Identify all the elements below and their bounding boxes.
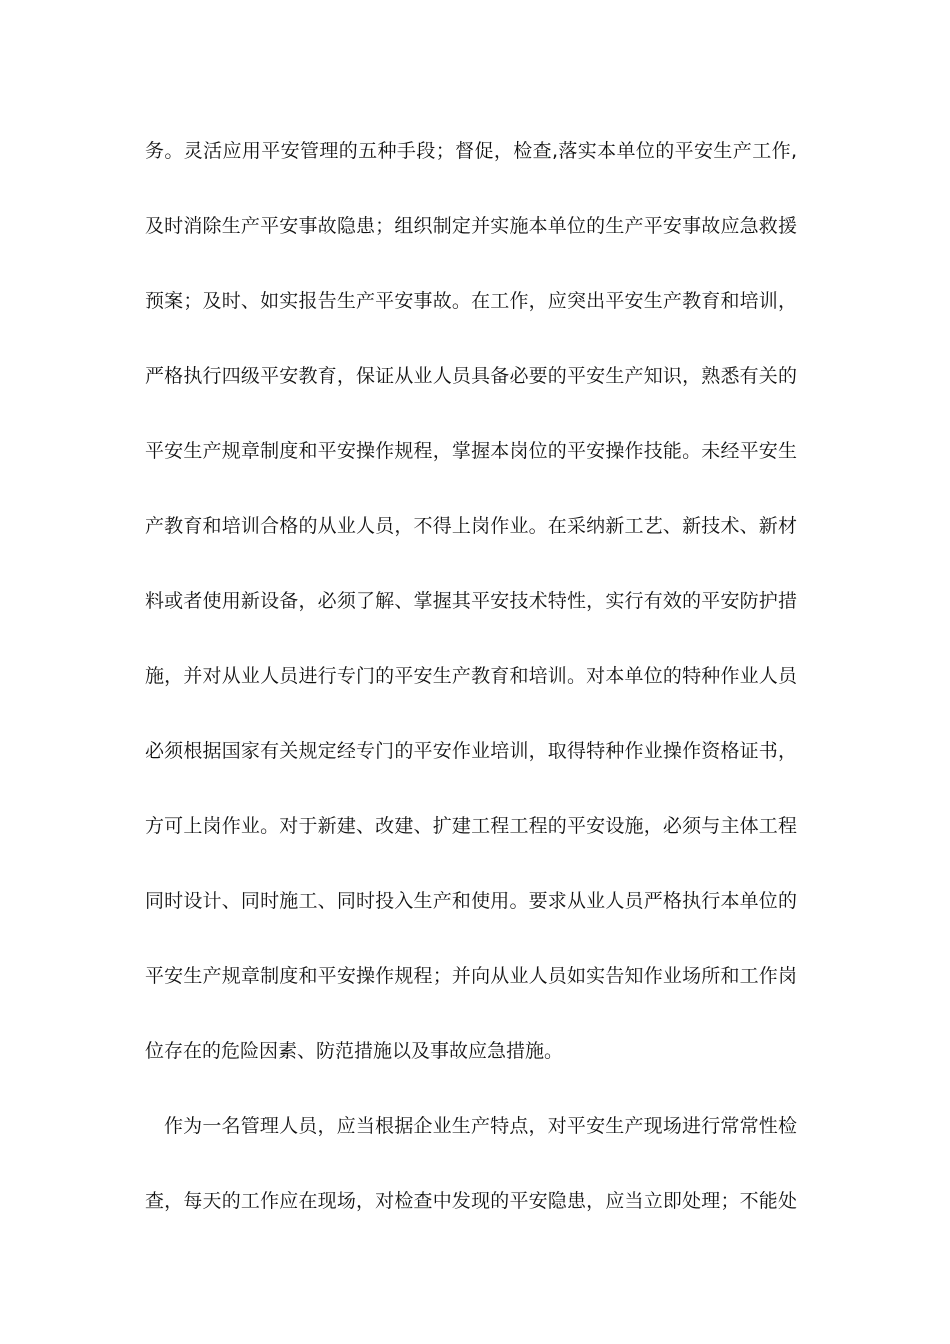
text-line: 同时设计、同时施工、同时投入生产和使用。要求从业人员严格执行本单位的	[145, 890, 797, 912]
paragraph-first-line: 作为一名管理人员，应当根据企业生产特点，对平安生产现场进行常常性检	[164, 1115, 797, 1137]
text-line: 施，并对从业人员进行专门的平安生产教育和培训。对本单位的特种作业人员	[145, 665, 797, 687]
text-line: 严格执行四级平安教育，保证从业人员具备必要的平安生产知识，熟悉有关的	[145, 365, 797, 387]
text-line: 位存在的危险因素、防范措施以及事故应急措施。	[145, 1040, 564, 1062]
text-line: 务。灵活应用平安管理的五种手段；督促，检查,落实本单位的平安生产工作,	[145, 140, 797, 162]
text-line: 平安生产规章制度和平安操作规程，掌握本岗位的平安操作技能。未经平安生	[145, 440, 797, 462]
text-line: 查，每天的工作应在现场，对检查中发现的平安隐患，应当立即处理；不能处	[145, 1190, 797, 1212]
text-line: 必须根据国家有关规定经专门的平安作业培训，取得特种作业操作资格证书，	[145, 740, 797, 762]
body-text	[145, 123, 797, 1248]
text-line: 及时消除生产平安事故隐患；组织制定并实施本单位的生产平安事故应急救援	[145, 215, 797, 237]
text-line: 方可上岗作业。对于新建、改建、扩建工程工程的平安设施，必须与主体工程	[145, 815, 797, 837]
text-line: 预案；及时、如实报告生产平安事故。在工作，应突出平安生产教育和培训，	[145, 290, 797, 312]
text-line: 料或者使用新设备，必须了解、掌握其平安技术特性，实行有效的平安防护措	[145, 590, 797, 612]
text-line: 平安生产规章制度和平安操作规程；并向从业人员如实告知作业场所和工作岗	[145, 965, 797, 987]
text-line: 产教育和培训合格的从业人员，不得上岗作业。在采纳新工艺、新技术、新材	[145, 515, 797, 537]
